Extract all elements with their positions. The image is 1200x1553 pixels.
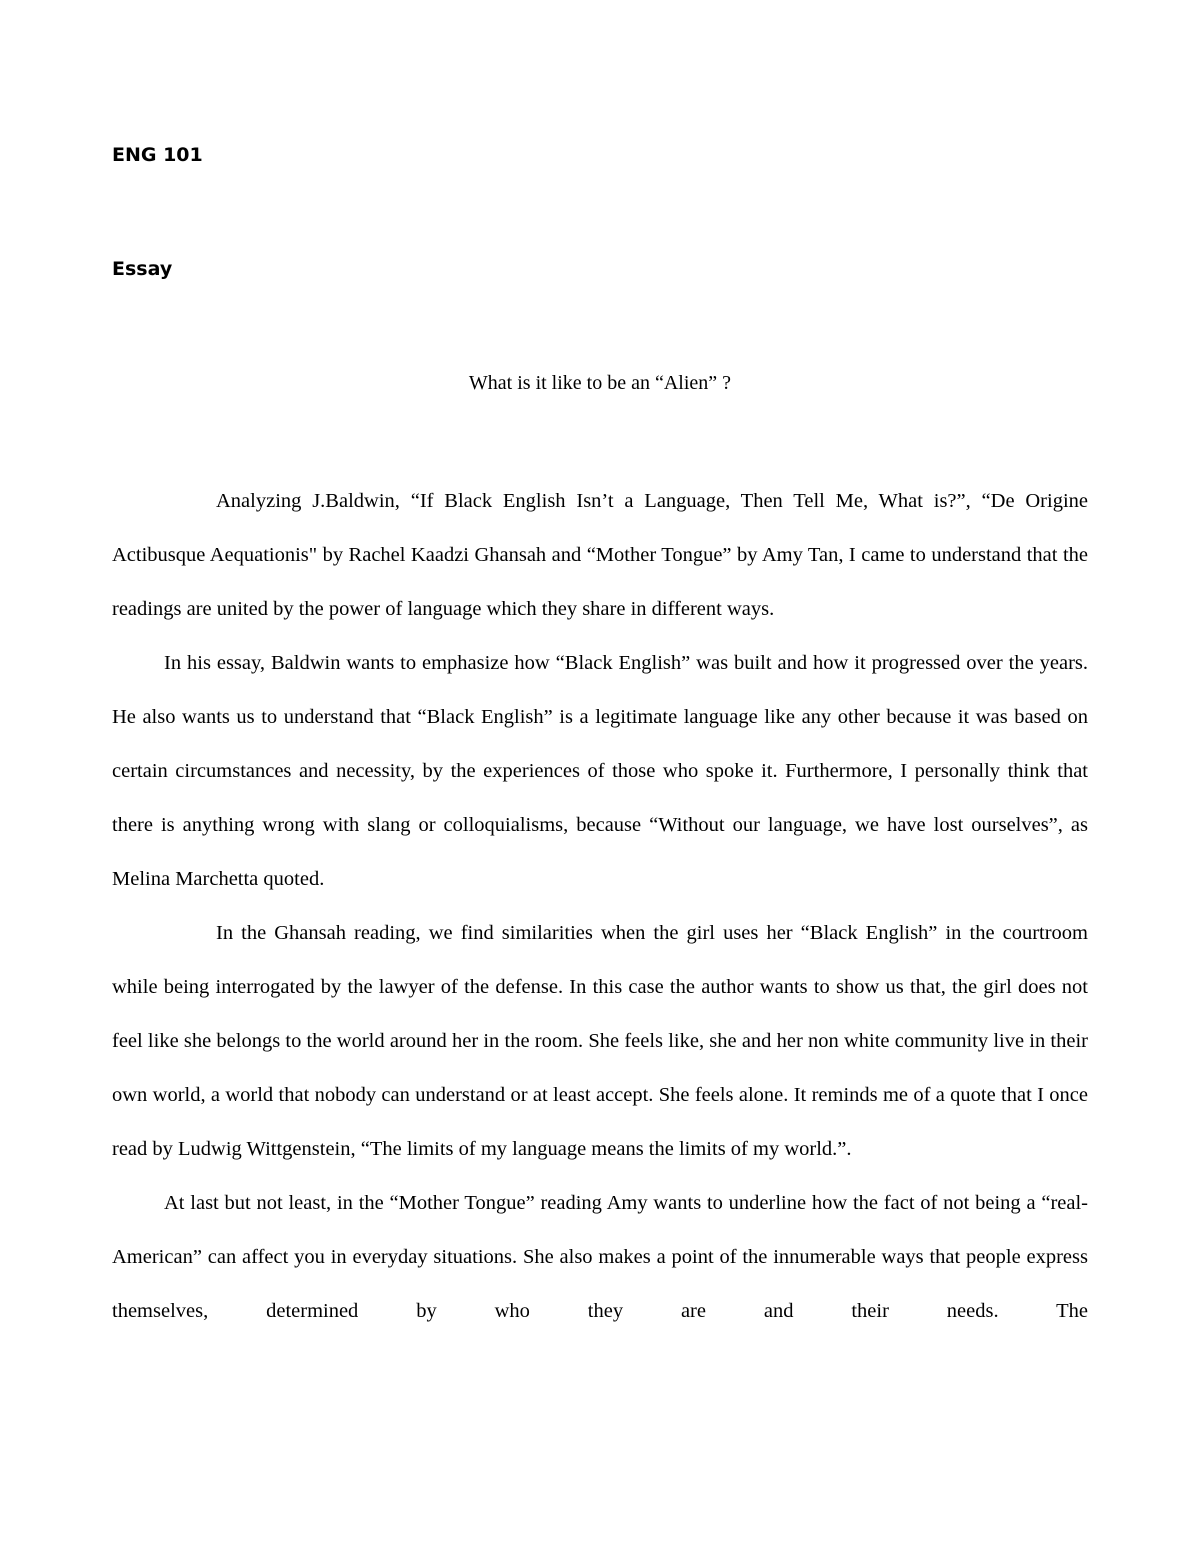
essay-title: What is it like to be an “Alien” ? xyxy=(468,372,732,394)
essay-body xyxy=(112,474,1088,1338)
paragraph-4: At last but not least, in the “Mother Tongue” reading Amy wants to underline how the fact of not being a “real-American” can affect you in everyday situations. She also makes a point of the innumerable ways that people express themselves, determined by who they are and their needs. The xyxy=(112,1192,1088,1322)
paragraph-1: Analyzing J.Baldwin, “If Black English Isn’t a Language, Then Tell Me, What is?”, “De Origine Actibusque Aequationis" by Rachel Kaadzi Ghansah and “Mother Tongue” by Amy Tan, I came to understand that the readings are united by the power of language which they share in different ways. xyxy=(112,490,1088,620)
document-type-label: Essay xyxy=(112,258,173,280)
course-code: ENG 101 xyxy=(112,144,203,166)
paragraph-3: In the Ghansah reading, we find similarities when the girl uses her “Black English” in the courtroom while being interrogated by the lawyer of the defense. In this case the author wants to show us that, the girl does not feel like she belongs to the world around her in the room. She feels like, she and her non white community live in their own world, a world that nobody can understand or at least accept. She feels alone. It reminds me of a quote that I once read by Ludwig Wittgenstein, “The limits of my language means the limits of my world.”. xyxy=(112,922,1088,1160)
paragraph-2: In his essay, Baldwin wants to emphasize how “Black English” was built and how it progressed over the years. He also wants us to understand that “Black English” is a legitimate language like any other because it was based on certain circumstances and necessity, by the experiences of those who spoke it. Furthermore, I personally think that there is anything wrong with slang or colloquialisms, because “Without our language, we have lost ourselves”, as Melina Marchetta quoted. xyxy=(112,652,1088,890)
